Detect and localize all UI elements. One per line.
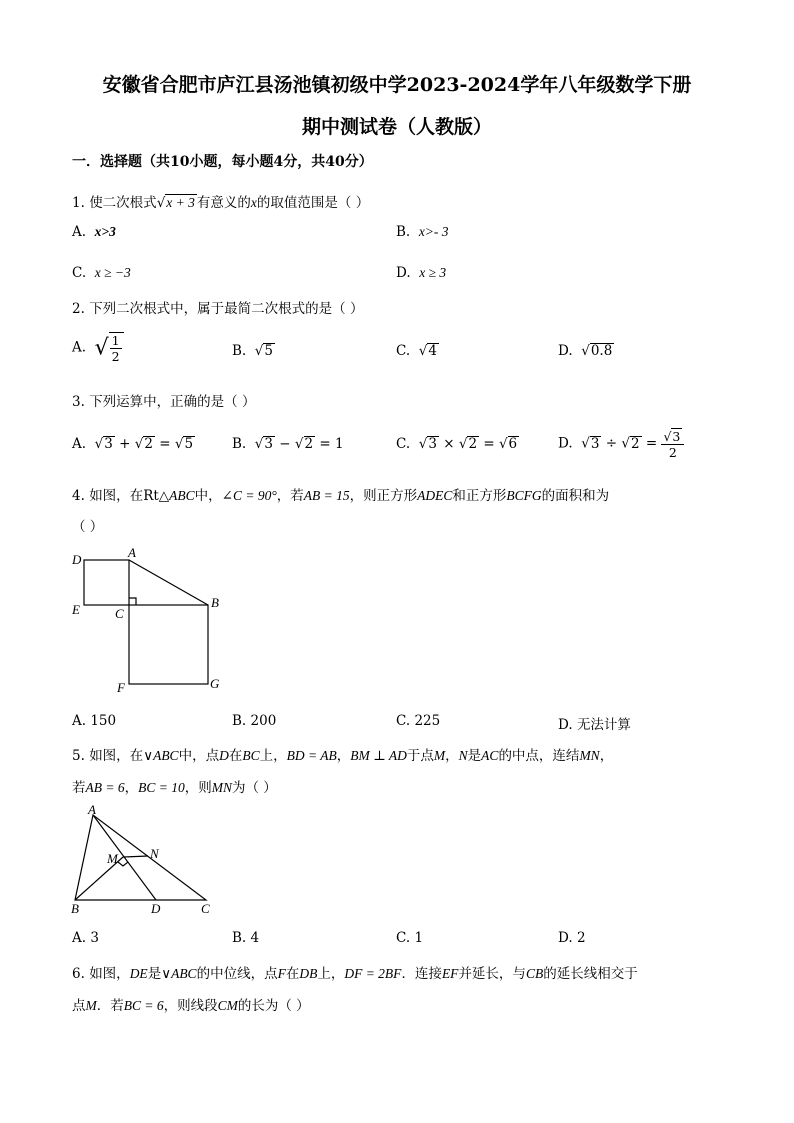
radicand: 2 xyxy=(630,435,640,452)
operator: × xyxy=(438,436,459,452)
radicand: 0.8 xyxy=(590,343,613,359)
question-4-stem-cont: （ ） xyxy=(72,519,104,535)
stem-text: 若 xyxy=(72,780,86,796)
math-var: DB xyxy=(299,966,318,981)
question-1-option-c[interactable] xyxy=(72,265,131,281)
radicand: 5 xyxy=(264,343,273,359)
denominator: 2 xyxy=(111,349,120,364)
point-label-a: A xyxy=(128,546,136,560)
question-2-option-c[interactable]: C. √4 xyxy=(396,343,437,359)
option-text: 4 xyxy=(250,930,260,946)
stem-text: 如图， xyxy=(89,966,130,982)
option-text: 1 xyxy=(414,930,424,946)
stem-text: ．连接 xyxy=(401,966,442,982)
question-4-figure xyxy=(70,546,230,696)
question-3-option-a[interactable]: A. √3 + √2 = √5 xyxy=(72,436,194,452)
square-bcfg xyxy=(129,605,208,684)
triangle-abc xyxy=(75,815,206,900)
option-label: B. xyxy=(232,436,247,452)
option-label: A. xyxy=(72,930,87,946)
numerator: 3 xyxy=(672,429,681,444)
math-expr: ∠C = 90° xyxy=(221,488,277,503)
stem-text: 如图，在 xyxy=(89,488,144,504)
option-label: D. xyxy=(558,435,573,452)
option-text: x>- 3 xyxy=(418,224,449,239)
question-number: 4. xyxy=(72,488,85,504)
stem-text: 上， xyxy=(317,966,345,982)
math-var: ADEC xyxy=(417,488,453,503)
option-label: C. xyxy=(396,930,411,946)
stem-text: ，则 xyxy=(184,780,212,796)
stem-text: 的中位线，点 xyxy=(196,966,278,982)
fraction: $\frac{√3}{2}$ xyxy=(661,428,684,460)
question-3-option-c[interactable]: C. √3 × √2 = √6 xyxy=(396,436,518,452)
question-2-stem xyxy=(72,297,363,317)
math-var: M xyxy=(85,998,97,1013)
equals: = xyxy=(641,435,662,452)
question-1-option-d[interactable] xyxy=(396,265,446,281)
option-text: 200 xyxy=(250,713,277,729)
point-label-d: D xyxy=(151,901,161,916)
point-label-b: B xyxy=(211,595,219,610)
radicand: 3 xyxy=(428,436,437,452)
question-4-option-c[interactable] xyxy=(396,713,440,729)
option-label: C. xyxy=(396,436,411,452)
equals: = xyxy=(479,436,499,452)
question-6-stem xyxy=(72,962,638,982)
option-text: x ≥ 3 xyxy=(419,265,447,280)
option-text: x ≥ −3 xyxy=(94,265,131,280)
stem-text: ，若 xyxy=(276,488,304,504)
option-label: A. xyxy=(72,224,87,240)
equals: = 1 xyxy=(315,436,344,452)
option-label: C. xyxy=(396,713,411,729)
option-text: x>3 xyxy=(94,224,116,239)
radicand: 4 xyxy=(428,343,437,359)
math-expr: AB = 6 xyxy=(85,780,125,795)
question-3-stem xyxy=(72,390,255,410)
option-label: A. xyxy=(72,713,87,729)
stem-text: 在 xyxy=(228,748,243,764)
option-label: D. xyxy=(558,717,573,733)
stem-text: 是 xyxy=(147,966,162,982)
question-5-option-c[interactable] xyxy=(396,930,423,946)
right-angle-mark xyxy=(118,862,128,866)
stem-text: 下列运算中，正确的是（ ） xyxy=(89,394,256,410)
option-label: C. xyxy=(72,265,87,281)
question-4-option-b[interactable] xyxy=(232,713,276,729)
math-var: ∨ABC xyxy=(161,966,197,981)
question-number: 2. xyxy=(72,301,85,317)
math-expr: BC = 6 xyxy=(123,998,164,1013)
stem-text: 的中点，连结 xyxy=(498,748,580,764)
stem-text: ， xyxy=(599,748,614,764)
math-var: N xyxy=(458,748,468,763)
math-var: CB xyxy=(525,966,544,981)
stem-text: 使二次根式 xyxy=(89,195,157,211)
question-3-option-b[interactable]: B. √3 − √2 = 1 xyxy=(232,436,344,452)
math-expr: BC = 10 xyxy=(138,780,185,795)
stem-text: 并延长，与 xyxy=(458,966,526,982)
stem-text: 中，点 xyxy=(178,748,220,764)
stem-text: ， xyxy=(124,780,139,796)
question-5-stem xyxy=(72,744,613,764)
question-4-stem xyxy=(72,484,609,504)
option-label: B. xyxy=(232,343,247,359)
option-text: 3 xyxy=(90,930,99,946)
radicand: 3 xyxy=(264,436,273,452)
option-label: D. xyxy=(558,930,573,946)
option-text: 2 xyxy=(576,930,586,946)
stem-text: ， xyxy=(445,748,459,764)
question-number: 5. xyxy=(72,748,85,764)
math-expr: BD = AB xyxy=(286,748,337,763)
math-var: x xyxy=(250,195,257,210)
operator: ÷ xyxy=(601,435,622,452)
sqrt-sign: √ xyxy=(94,335,109,361)
stem-text: 的面积和为 xyxy=(541,488,610,504)
option-label: B. xyxy=(232,930,247,946)
question-number: 3. xyxy=(72,394,85,410)
math-expr: BM ⊥ AD xyxy=(350,748,407,763)
option-text: 无法计算 xyxy=(576,717,631,733)
radicand: 2 xyxy=(144,436,153,452)
stem-text: 如图，在 xyxy=(89,748,144,764)
math-var: EF xyxy=(441,966,459,981)
option-text: 225 xyxy=(414,713,441,729)
question-2-option-d[interactable]: D. √0.8 xyxy=(558,343,613,359)
option-label: A. xyxy=(72,339,87,356)
radicand: 2 xyxy=(468,436,478,452)
stem-text: 有意义的 xyxy=(196,195,251,211)
option-text: 150 xyxy=(90,713,117,729)
stem-text: 是 xyxy=(467,748,482,764)
question-4-option-d[interactable] xyxy=(558,713,631,733)
option-label: C. xyxy=(396,343,411,359)
title-line-2: 期中测试卷（人教版） xyxy=(301,116,492,138)
math-text: Rt△ xyxy=(143,488,170,504)
radicand: 3 xyxy=(104,436,113,452)
stem-text: 的取值范围是（ ） xyxy=(256,195,370,211)
question-1-stem xyxy=(72,191,369,211)
question-number: 6. xyxy=(72,966,85,982)
question-2-option-a[interactable] xyxy=(72,332,124,364)
denominator: 2 xyxy=(668,445,677,460)
point-label-d: D xyxy=(72,552,82,567)
sqrt-fraction xyxy=(109,332,124,364)
stem-text: 为（ ） xyxy=(231,780,277,796)
point-label-c: C xyxy=(201,901,210,916)
point-label-e: E xyxy=(72,602,80,617)
point-label-b: B xyxy=(71,901,79,916)
math-expr: DF = 2BF xyxy=(344,966,402,981)
square-adec xyxy=(84,560,129,605)
math-var: D xyxy=(219,748,229,763)
math-var: M xyxy=(433,748,446,763)
stem-text: ， xyxy=(336,748,351,764)
stem-text: ，则线段 xyxy=(163,998,218,1014)
stem-text: 点 xyxy=(72,998,86,1014)
stem-text: 于点 xyxy=(406,748,434,764)
stem-text: 和正方形 xyxy=(452,488,507,504)
stem-text: 在 xyxy=(285,966,300,982)
option-label: B. xyxy=(396,224,411,240)
question-number: 1. xyxy=(72,195,85,211)
operator: − xyxy=(275,436,295,452)
right-angle-mark xyxy=(129,598,136,605)
radicand: 6 xyxy=(508,436,518,452)
option-label: A. xyxy=(72,436,87,452)
stem-text: 中， xyxy=(194,488,222,504)
option-label: B. xyxy=(232,713,247,729)
question-4-option-a[interactable] xyxy=(72,713,116,729)
point-label-f: F xyxy=(117,680,125,695)
stem-text: 的延长线相交于 xyxy=(543,966,638,982)
stem-text: 的长为（ ） xyxy=(237,998,310,1014)
math-var: AC xyxy=(481,748,499,763)
math-var: ∨ABC xyxy=(143,748,179,763)
question-2-option-b[interactable]: B. √5 xyxy=(232,343,273,359)
math-var: MN xyxy=(579,748,600,763)
question-5-option-b[interactable] xyxy=(232,930,259,946)
question-1-option-a[interactable] xyxy=(72,224,116,240)
stem-text: 上， xyxy=(259,748,287,764)
question-5-figure xyxy=(66,800,226,920)
equals: = xyxy=(154,436,175,452)
question-1-option-b[interactable] xyxy=(396,224,449,240)
stem-text: ，则正方形 xyxy=(349,488,418,504)
point-label-g: G xyxy=(210,676,220,691)
stem-text: ．若 xyxy=(96,998,124,1014)
radicand: x + 3 xyxy=(166,195,195,210)
segment-mn xyxy=(123,856,148,857)
stem-text: 下列二次根式中，属于最简二次根式的是（ ） xyxy=(89,301,364,317)
point-label-c: C xyxy=(115,606,124,621)
math-var: BC xyxy=(242,748,260,763)
point-label-a: A xyxy=(88,802,96,817)
question-6-stem-cont xyxy=(72,994,310,1014)
option-label: D. xyxy=(396,265,411,281)
math-var: F xyxy=(277,966,286,981)
numerator: 1 xyxy=(111,333,120,348)
question-5-stem-cont xyxy=(72,776,277,796)
math-var: ABC xyxy=(169,488,195,503)
math-var: BCFG xyxy=(506,488,542,503)
title-line-1: 安徽省合肥市庐江县汤池镇初级中学2023-2024学年八年级数学下册 xyxy=(102,74,692,96)
operator: + xyxy=(114,436,135,452)
math-var: MN xyxy=(211,780,232,795)
section-heading: 一．选择题（共10小题，每小题4分，共40分） xyxy=(72,154,373,170)
radicand: 3 xyxy=(590,435,600,452)
point-label-m: M xyxy=(107,851,118,866)
math-expr: AB = 15 xyxy=(303,488,350,503)
question-3-option-d[interactable]: D. √3 ÷ √2 = $\frac{√3}{2}$ xyxy=(558,428,684,460)
option-label: D. xyxy=(558,343,573,359)
sqrt-expression: √x + 3 xyxy=(156,195,195,211)
radicand: 5 xyxy=(184,436,194,452)
radicand: 2 xyxy=(304,436,314,452)
point-label-n: N xyxy=(150,846,159,861)
math-var: CM xyxy=(217,998,238,1013)
hypotenuse-ab xyxy=(129,560,208,605)
question-5-option-d[interactable] xyxy=(558,930,586,946)
math-var: DE xyxy=(129,966,148,981)
question-5-option-a[interactable] xyxy=(72,930,99,946)
